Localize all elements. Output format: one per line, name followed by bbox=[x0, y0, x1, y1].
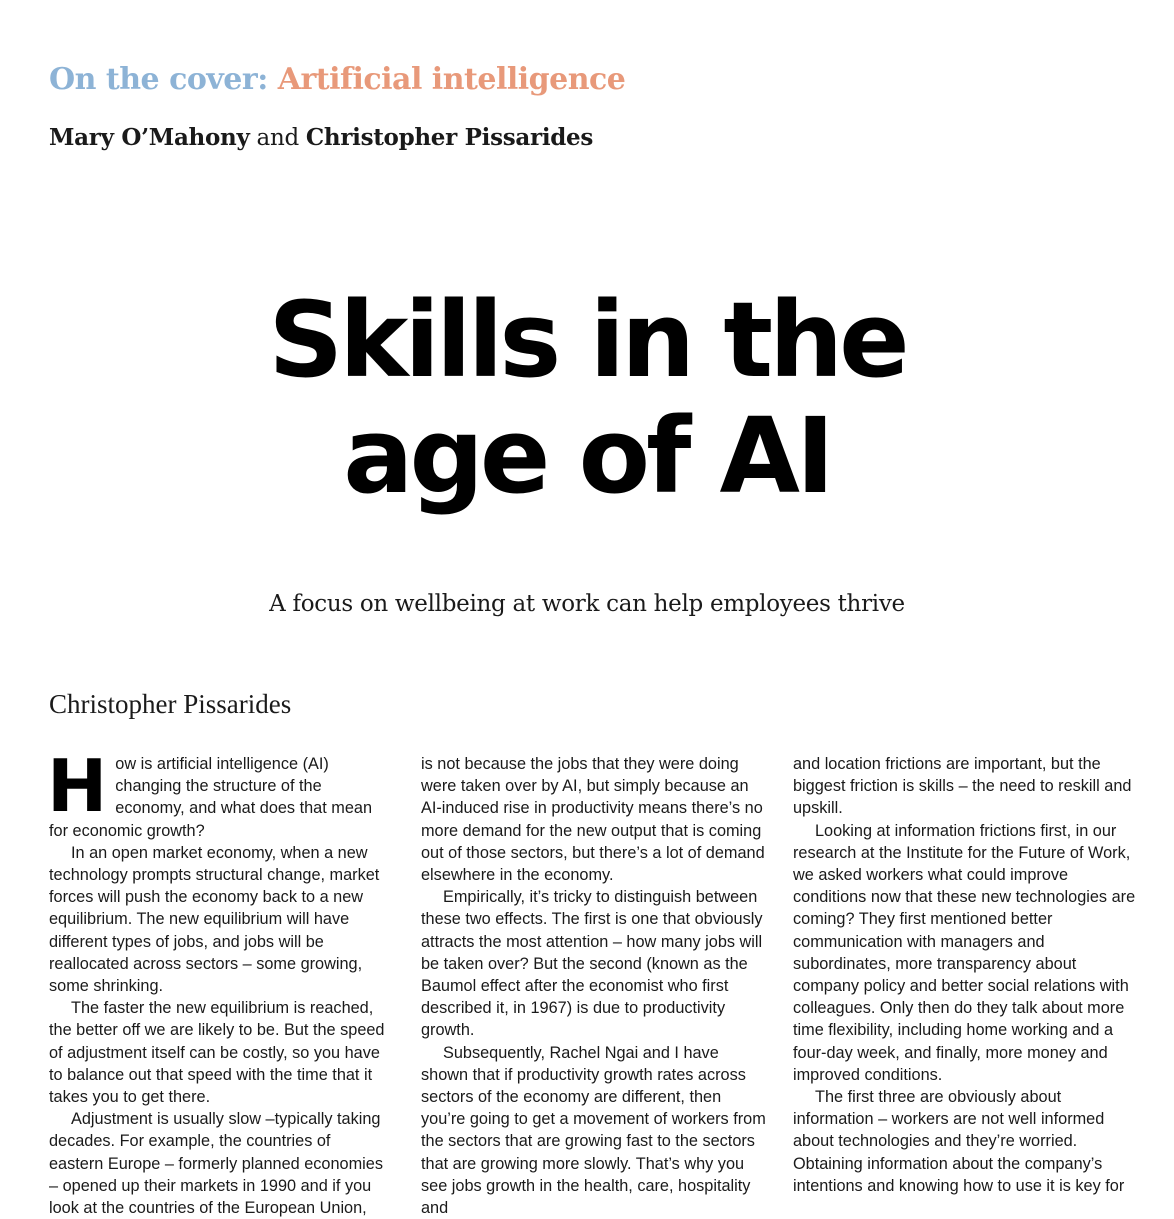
author-2: Christopher Pissarides bbox=[305, 124, 594, 151]
author-line bbox=[49, 124, 593, 151]
headline-line-2: age of AI bbox=[343, 395, 831, 517]
paragraph: is not because the jobs that they were doing were taken over by AI, but simply because an AI-induced rise in productivity means there’s no more demand for the new output that is coming out of those sectors, but there’s a lot of demand elsewhere in the economy. bbox=[421, 755, 765, 885]
paragraph: The faster the new equilibrium is reached, the better off we are likely to be. But the speed of adjustment itself can be costly, so you have to balance out that speed with the time that it takes you to get there. bbox=[49, 999, 385, 1107]
author-1: Mary O’Mahony bbox=[49, 124, 250, 151]
paragraph-text: ow is artificial intelligence (AI) changing the structure of the economy, and what does that mean for economic growth? bbox=[49, 755, 373, 840]
kicker-topic: Artificial intelligence bbox=[277, 62, 626, 97]
headline bbox=[0, 279, 1174, 517]
byline: Christopher Pissarides bbox=[49, 689, 292, 719]
paragraph: The first three are obviously about information – workers are not well informed about technologies and they’re worried. Obtaining information about the company’s intentions and knowing how to use it is key for bbox=[793, 1088, 1125, 1195]
paragraph: Empirically, it’s tricky to distinguish between these two effects. The first is one that obviously attracts the most attention – how many jobs will be taken over? But the second (known as the Baumol effect after the economist who first described it, in 1967) is due to productivity growth. bbox=[421, 888, 763, 1040]
paragraph: Subsequently, Rachel Ngai and I have shown that if productivity growth rates across sectors of the economy are different, then you’re going to get a movement of workers from the sectors that are growing fast to the sectors that are growing more slowly. That’s why you see jobs growth in the health, care, hospitality and bbox=[421, 1043, 766, 1218]
standfirst: A focus on wellbeing at work can help employees thrive bbox=[269, 591, 905, 617]
kicker-prefix: On the cover: bbox=[49, 62, 268, 97]
section-kicker bbox=[49, 62, 625, 97]
paragraph: In an open market economy, when a new technology prompts structural change, market forces will push the economy back to a new equilibrium. The new equilibrium will have different types of jobs, and jobs will be reallocated across sectors – some growing, some shrinking. bbox=[49, 843, 380, 996]
paragraph: and location frictions are important, but the biggest friction is skills – the need to reskill and upskill. bbox=[793, 755, 1132, 818]
paragraph bbox=[47, 744, 389, 842]
headline-line-1: Skills in the bbox=[268, 279, 906, 401]
body-column-2 bbox=[421, 753, 769, 1218]
paragraph: Looking at information frictions first, in our research at the Institute for the Future of Work, we asked workers what could improve conditions now that these new technologies are coming? They first mentioned better communication with managers and subordinates, more transparency about company policy and better social relations with colleagues. Only then do they talk about more time flexibility, including home working and a four-day week, and finally, more money and improved conditions. bbox=[793, 821, 1136, 1084]
body-column-3 bbox=[793, 753, 1138, 1200]
author-joiner: and bbox=[256, 125, 299, 151]
drop-cap: H bbox=[47, 744, 108, 828]
paragraph: Adjustment is usually slow –typically taking decades. For example, the countries of eastern Europe – formerly planned economies – opened up their markets in 1990 and if you look at the countries of the European Union, bbox=[49, 1110, 383, 1218]
body-column-1 bbox=[47, 744, 389, 1218]
